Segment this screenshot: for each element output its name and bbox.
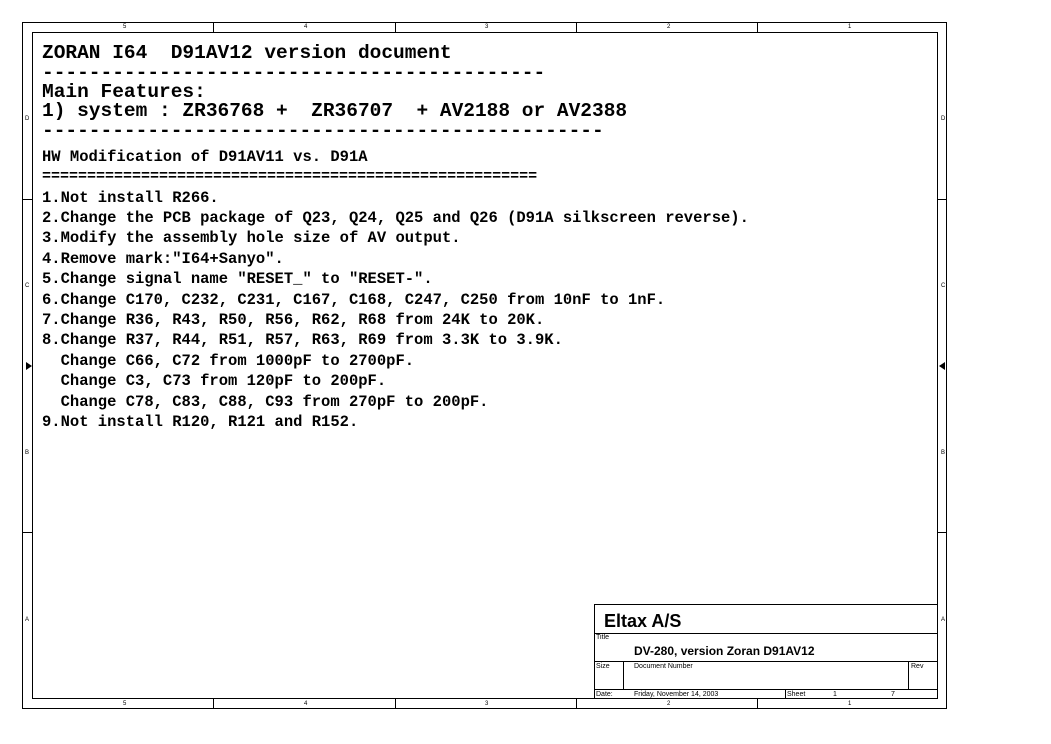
sheet-number: 1 bbox=[833, 691, 837, 698]
title-block-rule bbox=[623, 661, 624, 689]
hw-heading: HW Modification of D91AV11 vs. D91A bbox=[42, 148, 368, 166]
list-item: 4.Remove mark:"I64+Sanyo". bbox=[42, 250, 284, 268]
left-divider bbox=[23, 532, 32, 533]
features-heading: Main Features: bbox=[42, 81, 206, 103]
zone-row-label: D bbox=[25, 116, 30, 122]
zone-row-label: A bbox=[25, 617, 30, 623]
list-item: Change C78, C83, C88, C93 from 270pF to 200pF. bbox=[42, 393, 489, 411]
list-item: 5.Change signal name "RESET_" to "RESET-". bbox=[42, 270, 433, 288]
right-divider bbox=[938, 532, 947, 533]
docnum-label: Document Number bbox=[634, 663, 693, 670]
zone-col-label: 3 bbox=[485, 701, 489, 707]
features-item: 1) system : ZR36768 + ZR36707 + AV2188 or AV2388 bbox=[42, 100, 628, 122]
right-center-arrow-icon bbox=[939, 362, 945, 370]
sheet-label: Sheet bbox=[787, 691, 806, 698]
top-divider bbox=[576, 23, 577, 32]
title-block-rule bbox=[594, 689, 938, 690]
zone-col-label: 2 bbox=[667, 24, 671, 30]
zone-row-label: B bbox=[941, 450, 946, 456]
zone-col-label: 4 bbox=[304, 24, 308, 30]
rev-label: Rev bbox=[911, 663, 924, 670]
date-label: Date: bbox=[596, 691, 613, 698]
list-item: 3.Modify the assembly hole size of AV output. bbox=[42, 229, 461, 247]
sheet-total: 7 bbox=[891, 691, 895, 698]
zone-col-label: 4 bbox=[304, 701, 308, 707]
top-divider bbox=[395, 23, 396, 32]
company-name: Eltax A/S bbox=[604, 611, 682, 631]
list-item: 8.Change R37, R44, R51, R57, R63, R69 from 3.3K to 3.9K. bbox=[42, 331, 563, 349]
title-block-rule bbox=[594, 633, 938, 634]
title-block-rule bbox=[594, 661, 938, 662]
list-item: 7.Change R36, R43, R50, R56, R62, R68 from 24K to 20K. bbox=[42, 311, 545, 329]
size-label: Size bbox=[596, 663, 610, 670]
top-divider bbox=[757, 23, 758, 32]
separator-dashes: ------------------------------------------- bbox=[42, 62, 546, 84]
bottom-divider bbox=[576, 699, 577, 708]
zone-col-label: 2 bbox=[667, 701, 671, 707]
zone-col-label: 5 bbox=[123, 24, 127, 30]
zone-col-label: 3 bbox=[485, 24, 489, 30]
zone-row-label: C bbox=[25, 283, 30, 289]
title-value: DV-280, version Zoran D91AV12 bbox=[634, 644, 815, 658]
zone-col-label: 5 bbox=[123, 701, 127, 707]
zone-col-label: 1 bbox=[848, 701, 852, 707]
bottom-divider bbox=[757, 699, 758, 708]
zone-col-label: 1 bbox=[848, 24, 852, 30]
zone-row-label: B bbox=[25, 450, 30, 456]
zone-row-label: A bbox=[941, 617, 946, 623]
title-block-rule bbox=[785, 689, 786, 699]
left-divider bbox=[23, 199, 32, 200]
list-item: Change C3, C73 from 120pF to 200pF. bbox=[42, 372, 387, 390]
left-center-arrow-icon bbox=[26, 362, 32, 370]
list-item: 2.Change the PCB package of Q23, Q24, Q25 and Q26 (D91A silkscreen reverse). bbox=[42, 209, 749, 227]
top-divider bbox=[213, 23, 214, 32]
bottom-divider bbox=[213, 699, 214, 708]
doc-title: ZORAN I64 D91AV12 version document bbox=[42, 42, 452, 64]
date-value: Friday, November 14, 2003 bbox=[634, 691, 719, 698]
list-item: 9.Not install R120, R121 and R152. bbox=[42, 413, 359, 431]
zone-row-label: C bbox=[941, 283, 946, 289]
separator-dashes: ------------------------------------------------ bbox=[42, 120, 604, 142]
list-item: Change C66, C72 from 1000pF to 2700pF. bbox=[42, 352, 415, 370]
title-block-rule bbox=[908, 661, 909, 689]
zone-row-label: D bbox=[941, 116, 946, 122]
title-label: Title bbox=[596, 634, 609, 641]
list-item: 6.Change C170, C232, C231, C167, C168, C247, C250 from 10nF to 1nF. bbox=[42, 291, 666, 309]
bottom-divider bbox=[395, 699, 396, 708]
list-item: 1.Not install R266. bbox=[42, 189, 219, 207]
right-divider bbox=[938, 199, 947, 200]
separator-equals: ======================================================= bbox=[42, 168, 538, 185]
